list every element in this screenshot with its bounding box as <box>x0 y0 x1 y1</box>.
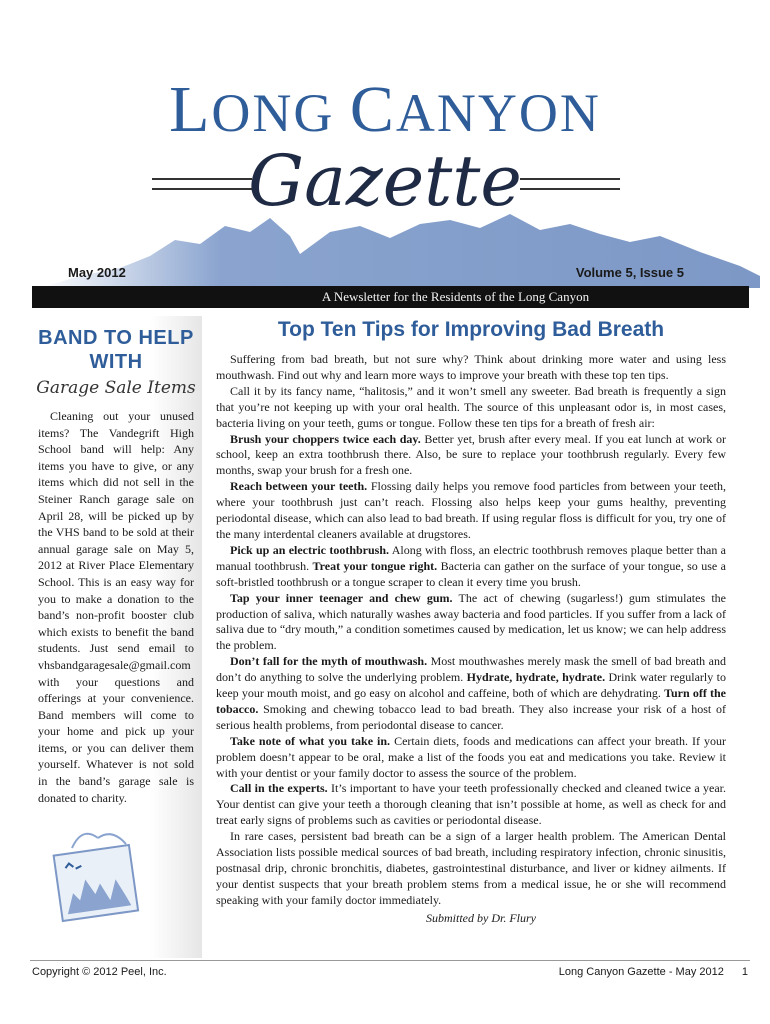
sidebar-body: Cleaning out your unused items? The Vandegrift High School band will help: Any items you have to give, or any items which did not sell in the Steiner Ranch garage sale on April 28, will be picked up by the VHS band to be sold at their annual garage sale on May 5, 2012 at River Place Elementary School. This is an easy way for you to make a donation to the band’s non-profit booster club which exists to benefit the band students. Just send email to vhsbandgaragesale@gmail.com with your questions and offerings at your convenience. Band members will come to your home and pick up your items, or you can deliver them yourself. Whatever is not sold in the band’s garage sale is donated to charity. <box>38 409 194 805</box>
tip-text: The act of chewing (sugarless!) gum stimulates the production of saliva, which naturally washes away bacteria and food particles. If you suffer from a lack of saliva due to “dry mouth,” a condition sometimes caused by medication, let us know; we can help address the problem. <box>216 590 726 653</box>
tip-paragraph <box>216 479 726 543</box>
tip-paragraph <box>216 654 726 734</box>
tip-text: It’s important to have your teeth professionally checked and cleaned twice a year. Your dentist can give your teeth a thorough cleaning that isn’t possible at home, as well as check for and treat early signs of problems such as cavities or periodontal disease. <box>216 781 726 828</box>
tip-paragraph <box>216 781 726 829</box>
title-long-canyon: LONG CANYON <box>169 73 601 146</box>
article-paragraph: In rare cases, persistent bad breath can be a sign of a larger health problem. The American Dental Association lists possible medical sources of bad breath, including respiratory infection, chronic sinusitis, postnasal drip, chronic bronchitis, diabetes, gastrointestinal disturbance, and liver or kidney ailments. If your dentist suspects that your breath problem stems from a medical issue, he or she will recommend speaking with your family doctor immediately. <box>216 829 726 907</box>
tagline-bar <box>32 286 749 308</box>
title-gazette: Gazette <box>248 140 522 222</box>
tip-lead: Hydrate, hydrate, hydrate. <box>466 670 606 685</box>
hanging-sign-icon <box>42 820 150 930</box>
tip-lead: Call in the experts. <box>230 781 328 796</box>
article-paragraph: Suffering from bad breath, but not sure why? Think about drinking more water and using less mouthwash. Find out why and learn more ways to improve your breath with these top ten tips. <box>216 352 726 382</box>
footer-copyright: Copyright © 2012 Peel, Inc. <box>32 966 167 978</box>
tip-paragraph <box>216 591 726 655</box>
tip-paragraph <box>216 543 726 591</box>
article-signature: Submitted by Dr. Flury <box>426 910 536 925</box>
article-body <box>216 352 726 909</box>
tip-lead: Pick up an electric toothbrush. <box>230 542 390 557</box>
tip-lead: Reach between your teeth. <box>230 479 368 494</box>
tip-lead: Treat your tongue right. <box>312 558 438 573</box>
tip-lead: Brush your choppers twice each day. <box>230 431 421 446</box>
tip-text: Better yet, brush after every meal. If you eat lunch at work or school, keep an extra toothbrush there. Also, be sure to replace your toothbrush regularly. Every few months, swap your brush for a fresh one. <box>216 431 726 478</box>
issue-date: May 2012 <box>68 265 126 280</box>
tip-text: Drink water regularly to keep your mouth moist, and go easy on alcohol and caffeine, both of which are dehydrating. <box>216 670 726 701</box>
tip-lead: Tap your inner teenager and chew gum. <box>230 590 453 605</box>
tip-text: Certain diets, foods and medications can affect your breath. If your problem doesn’t appear to be oral, make a list of the foods you eat and medications you take. Review it with your dentist or your family doctor to assess the source of the problem. <box>216 733 726 780</box>
page-number: 1 <box>741 966 748 978</box>
tip-text: Bacteria can gather on the surface of your tongue, so use a soft-bristled toothbrush or a tongue scraper to clean it every time you brush. <box>216 558 727 589</box>
footer-rule <box>30 960 750 961</box>
tip-paragraph <box>216 432 726 480</box>
tip-text: Smoking and chewing tobacco lead to bad breath. They also increase your risk of a host of serious health problems, from periodontal disease to cancer. <box>216 701 726 732</box>
issue-volume: Volume 5, Issue 5 <box>575 265 684 280</box>
tip-lead: Turn off the tobacco. <box>216 686 726 716</box>
masthead <box>0 0 770 320</box>
tagline-text: A Newsletter for the Residents of the Long Canyon <box>321 289 590 304</box>
footer-issue <box>559 966 748 978</box>
tip-text: Along with floss, an electric toothbrush removes plaque better than a manual toothbrush. <box>216 542 727 573</box>
tip-lead: Take note of what you take in. <box>230 733 391 748</box>
article-main <box>216 316 726 926</box>
sidebar-headline: BAND TO HELP WITH <box>38 327 194 373</box>
footer-issue-label: Long Canyon Gazette - May 2012 <box>558 966 724 978</box>
tip-text: Most mouthwashes merely mask the smell of bad breath and don’t do anything to solve the underlying problem. <box>216 654 726 685</box>
tip-text: Flossing daily helps you remove food particles from between your teeth, where your toothbrush just can’t reach. Flossing also helps keep your gums healthy, preventing periodontal disease, which can also lead to bad breath. If using regular floss is difficult for you, try one of the many interdental cleaners available at drugstores. <box>216 479 726 541</box>
article-title: Top Ten Tips for Improving Bad Breath <box>277 318 665 341</box>
tip-paragraph <box>216 734 726 782</box>
sidebar-subhead: Garage Sale Items <box>36 378 196 398</box>
tip-lead: Don’t fall for the myth of mouthwash. <box>230 654 428 669</box>
article-paragraph: Call it by its fancy name, “halitosis,” and it won’t smell any sweeter. Bad breath is frequently a sign that you’re not keeping up with your oral health. The source of this unpleasant odor is, in most cases, bacteria living on your teeth, gums or tongue. Follow these ten tips for a breath of fresh air: <box>216 383 726 430</box>
